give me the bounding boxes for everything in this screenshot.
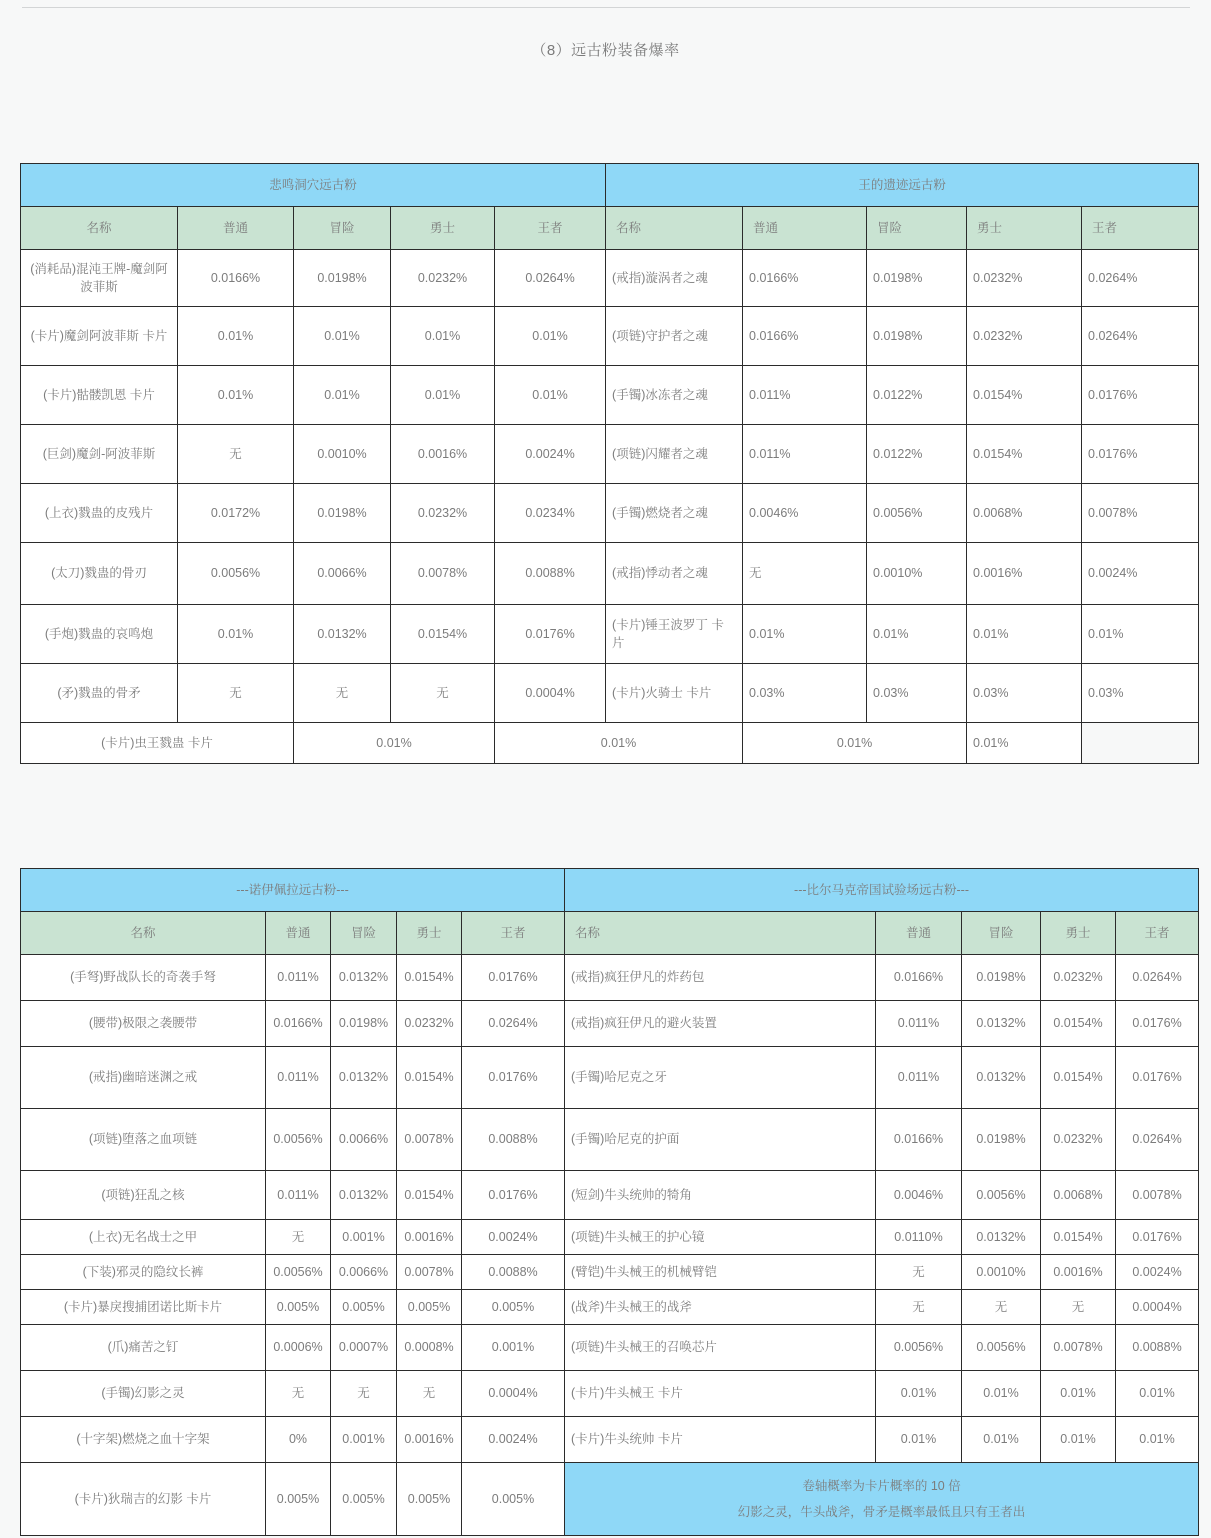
drop-rate-adventure: 0.0132%: [962, 1220, 1041, 1255]
drop-rate-king: 0.0264%: [1082, 307, 1199, 366]
item-name: (卡片)骷髅凯恩 卡片: [21, 366, 178, 425]
item-name: (手镯)哈尼克的护面: [565, 1109, 876, 1171]
item-name: (项链)牛头械王的召唤芯片: [565, 1325, 876, 1371]
drop-rate-normal: 0.01%: [178, 307, 294, 366]
table-row: [21, 307, 1199, 366]
item-name: (太刀)戮蛊的骨刃: [21, 543, 178, 605]
footnote-line-1: 卷轴概率为卡片概率的 10 倍: [802, 1479, 961, 1494]
item-name: (臂铠)牛头械王的机械臂铠: [565, 1255, 876, 1290]
drop-rate-king: 0.01%: [495, 307, 606, 366]
drop-rate-normal: 无: [743, 543, 867, 605]
drop-rate-adventure: 0.0198%: [294, 484, 391, 543]
table-row: [21, 955, 1199, 1001]
drop-rate-king: 0.005%: [462, 1463, 565, 1536]
item-name: (巨剑)魔剑-阿波菲斯: [21, 425, 178, 484]
item-name: (卡片)火骑士 卡片: [606, 664, 743, 723]
col-header-name-left: 名称: [21, 912, 266, 955]
item-name: (卡片)暴戾搜捕团诺比斯卡片: [21, 1290, 266, 1325]
drop-rate-warrior: 0.01%: [391, 307, 495, 366]
drop-rate-normal: 0.0046%: [876, 1171, 962, 1220]
drop-rate-warrior: 无: [391, 664, 495, 723]
drop-rate-normal: 无: [178, 425, 294, 484]
footer-drop-rate-warrior: 0.01%: [743, 723, 967, 764]
drop-rate-king: 0.0176%: [1116, 1220, 1199, 1255]
drop-rate-warrior: 0.0154%: [397, 1047, 462, 1109]
drop-rate-king: 0.0176%: [495, 605, 606, 664]
page-top-divider: [22, 7, 1190, 8]
footer-drop-rate-adventure: 0.01%: [495, 723, 743, 764]
group-header-left: ---诺伊佩拉远古粉---: [21, 869, 565, 912]
col-header-king-left: 王者: [462, 912, 565, 955]
drop-rate-warrior: 0.01%: [1041, 1371, 1116, 1417]
item-name: (戒指)漩涡者之魂: [606, 250, 743, 307]
table-row: [21, 1047, 1199, 1109]
drop-rate-adventure: 0.0010%: [867, 543, 967, 605]
drop-rate-adventure: 0.001%: [331, 1417, 397, 1463]
drop-rate-normal: 0.01%: [876, 1371, 962, 1417]
drop-rate-adventure: 无: [962, 1290, 1041, 1325]
col-header-warrior-left: 勇士: [391, 207, 495, 250]
drop-rate-normal: 0.0056%: [876, 1325, 962, 1371]
drop-rate-adventure: 0.0122%: [867, 425, 967, 484]
col-header-warrior-right: 勇士: [967, 207, 1082, 250]
item-name: (手镯)幻影之灵: [21, 1371, 266, 1417]
drop-rate-normal: 0.0166%: [743, 250, 867, 307]
drop-rate-king: 0.0176%: [462, 1047, 565, 1109]
drop-rate-king: 0.01%: [495, 366, 606, 425]
drop-rate-warrior: 无: [397, 1371, 462, 1417]
drop-rate-king: 0.0088%: [495, 543, 606, 605]
item-name: (矛)戮蛊的骨矛: [21, 664, 178, 723]
drop-rate-normal: 无: [266, 1371, 331, 1417]
drop-rate-adventure: 0.0056%: [962, 1325, 1041, 1371]
col-header-normal-left: 普通: [178, 207, 294, 250]
drop-rate-king: 0.0234%: [495, 484, 606, 543]
drop-rate-king: 0.0264%: [1116, 955, 1199, 1001]
drop-rate-adventure: 0.0198%: [331, 1001, 397, 1047]
table-row: [21, 1290, 1199, 1325]
drop-rate-warrior: 0.005%: [397, 1290, 462, 1325]
table-row: [21, 1109, 1199, 1171]
drop-rate-warrior: 0.01%: [967, 605, 1082, 664]
item-name: (短剑)牛头统帅的犄角: [565, 1171, 876, 1220]
group-header-right: ---比尔马克帝国试验场远古粉---: [565, 869, 1199, 912]
item-name: (腰带)极限之袭腰带: [21, 1001, 266, 1047]
item-name: (卡片)魔剑阿波菲斯 卡片: [21, 307, 178, 366]
drop-rate-warrior: 0.0154%: [967, 366, 1082, 425]
table-row: [21, 1001, 1199, 1047]
table-row: [21, 605, 1199, 664]
table-1-group-header-row: [21, 164, 1199, 207]
table-row: [21, 425, 1199, 484]
drop-rate-adventure: 0.0056%: [962, 1171, 1041, 1220]
item-name: (上衣)戮蛊的皮残片: [21, 484, 178, 543]
drop-rate-warrior: 0.0232%: [391, 250, 495, 307]
drop-rate-normal: 0.0056%: [266, 1109, 331, 1171]
drop-rate-normal: 无: [876, 1255, 962, 1290]
drop-rate-adventure: 0.0056%: [867, 484, 967, 543]
drop-rate-normal: 0.01%: [876, 1417, 962, 1463]
col-header-king-left: 王者: [495, 207, 606, 250]
drop-rate-warrior: 0.005%: [397, 1463, 462, 1536]
drop-rate-warrior: 0.0078%: [397, 1109, 462, 1171]
drop-rate-adventure: 无: [294, 664, 391, 723]
drop-rate-normal: 0.0046%: [743, 484, 867, 543]
drop-rate-normal: 0.011%: [266, 955, 331, 1001]
drop-rate-warrior: 0.01%: [391, 366, 495, 425]
drop-rate-warrior: 0.0078%: [391, 543, 495, 605]
item-name: (项链)狂乱之核: [21, 1171, 266, 1220]
drop-rate-warrior: 0.01%: [1041, 1417, 1116, 1463]
drop-rate-warrior: 无: [1041, 1290, 1116, 1325]
item-name: (项链)牛头械王的护心镜: [565, 1220, 876, 1255]
drop-rate-adventure: 0.001%: [331, 1220, 397, 1255]
item-name: (手镯)燃烧者之魂: [606, 484, 743, 543]
drop-rate-king: 0.0176%: [1082, 366, 1199, 425]
item-name: (战斧)牛头械王的战斧: [565, 1290, 876, 1325]
item-name: (卡片)狄瑞吉的幻影 卡片: [21, 1463, 266, 1536]
drop-rate-warrior: 0.0016%: [967, 543, 1082, 605]
item-name: (爪)痛苦之钉: [21, 1325, 266, 1371]
drop-rate-king: 0.0264%: [1116, 1109, 1199, 1171]
drop-rate-warrior: 0.0232%: [1041, 955, 1116, 1001]
drop-rate-adventure: 0.0198%: [867, 307, 967, 366]
table-2-column-header-row: [21, 912, 1199, 955]
table-row: [21, 1220, 1199, 1255]
item-name: (手镯)冰冻者之魂: [606, 366, 743, 425]
drop-rate-adventure: 0.0007%: [331, 1325, 397, 1371]
drop-rate-normal: 0.011%: [743, 366, 867, 425]
footer-item-name: (卡片)虫王戮蛊 卡片: [21, 723, 294, 764]
drop-rate-warrior: 0.0016%: [397, 1417, 462, 1463]
table-2-group-header-row: [21, 869, 1199, 912]
drop-rate-adventure: 0.01%: [962, 1417, 1041, 1463]
drop-rate-normal: 0.01%: [743, 605, 867, 664]
drop-rate-king: 0.005%: [462, 1290, 565, 1325]
table-row: [21, 664, 1199, 723]
drop-rate-warrior: 0.0232%: [397, 1001, 462, 1047]
page-title: （8）远古粉装备爆率: [531, 42, 680, 59]
item-name: (卡片)锤王波罗丁 卡片: [606, 605, 743, 664]
drop-rate-adventure: 0.0122%: [867, 366, 967, 425]
drop-rate-warrior: 0.0154%: [397, 955, 462, 1001]
item-name: (项链)守护者之魂: [606, 307, 743, 366]
drop-rate-warrior: 0.0232%: [391, 484, 495, 543]
drop-rate-adventure: 0.0132%: [331, 1047, 397, 1109]
drop-rate-normal: 0.03%: [743, 664, 867, 723]
item-name: (项链)闪耀者之魂: [606, 425, 743, 484]
drop-rate-adventure: 0.0132%: [331, 955, 397, 1001]
drop-rate-adventure: 无: [331, 1371, 397, 1417]
table-row: [21, 250, 1199, 307]
drop-rate-king: 0.01%: [1116, 1417, 1199, 1463]
drop-rate-king: 0.0176%: [1116, 1001, 1199, 1047]
footer-drop-rate-king: 0.01%: [967, 723, 1082, 764]
item-name: (上衣)无名战士之甲: [21, 1220, 266, 1255]
drop-rate-adventure: 0.0066%: [331, 1109, 397, 1171]
drop-rate-king: 0.0176%: [462, 955, 565, 1001]
drop-rate-normal: 0.0166%: [266, 1001, 331, 1047]
drop-rate-king: 0.0024%: [1116, 1255, 1199, 1290]
drop-rate-normal: 0.0110%: [876, 1220, 962, 1255]
drop-rate-adventure: 0.03%: [867, 664, 967, 723]
drop-rate-normal: 无: [178, 664, 294, 723]
item-name: (下装)邪灵的隐纹长裤: [21, 1255, 266, 1290]
col-header-king-right: 王者: [1082, 207, 1199, 250]
drop-rate-warrior: 0.0232%: [967, 307, 1082, 366]
drop-rate-adventure: 0.0198%: [962, 1109, 1041, 1171]
footnote-box: [565, 1463, 1199, 1536]
table-row: [21, 1325, 1199, 1371]
col-header-normal-right: 普通: [876, 912, 962, 955]
drop-rate-adventure: 0.01%: [867, 605, 967, 664]
col-header-warrior-left: 勇士: [397, 912, 462, 955]
table-2-body: [21, 869, 1199, 1536]
drop-rate-king: 0.0024%: [462, 1417, 565, 1463]
table-row: [21, 543, 1199, 605]
drop-rate-warrior: 0.0008%: [397, 1325, 462, 1371]
col-header-warrior-right: 勇士: [1041, 912, 1116, 955]
drop-rate-warrior: 0.0016%: [397, 1220, 462, 1255]
col-header-king-right: 王者: [1116, 912, 1199, 955]
col-header-adventure-right: 冒险: [867, 207, 967, 250]
drop-rate-king: 0.0176%: [1116, 1047, 1199, 1109]
drop-rate-adventure: 0.0066%: [331, 1255, 397, 1290]
col-header-normal-left: 普通: [266, 912, 331, 955]
drop-rate-warrior: 0.0232%: [967, 250, 1082, 307]
drop-rate-adventure: 0.0198%: [867, 250, 967, 307]
drop-rate-normal: 0.0056%: [178, 543, 294, 605]
drop-rate-normal: 0.011%: [266, 1171, 331, 1220]
drop-rate-king: 0.03%: [1082, 664, 1199, 723]
drop-rate-adventure: 0.0132%: [962, 1047, 1041, 1109]
footnote-line-2: 幻影之灵，牛头战斧，骨矛是概率最低且只有王者出: [737, 1504, 1026, 1519]
table-row: [21, 1255, 1199, 1290]
drop-rate-king: 0.0176%: [462, 1171, 565, 1220]
drop-rate-adventure: 0.0132%: [294, 605, 391, 664]
drop-rate-king: 0.0264%: [495, 250, 606, 307]
drop-rate-adventure: 0.0132%: [962, 1001, 1041, 1047]
item-name: (卡片)牛头械王 卡片: [565, 1371, 876, 1417]
drop-rate-warrior: 0.0154%: [1041, 1047, 1116, 1109]
drop-rate-warrior: 0.0016%: [1041, 1255, 1116, 1290]
drop-rate-normal: 0.01%: [178, 366, 294, 425]
table-row: [21, 366, 1199, 425]
drop-rate-normal: 无: [876, 1290, 962, 1325]
item-name: (戒指)疯狂伊凡的炸药包: [565, 955, 876, 1001]
col-header-adventure-left: 冒险: [331, 912, 397, 955]
item-name: (卡片)牛头统帅 卡片: [565, 1417, 876, 1463]
item-name: (消耗品)混沌王牌-魔剑阿波菲斯: [21, 250, 178, 307]
drop-rate-warrior: 0.0154%: [397, 1171, 462, 1220]
drop-rate-adventure: 0.0010%: [294, 425, 391, 484]
table-row: [21, 1371, 1199, 1417]
drop-rate-normal: 无: [266, 1220, 331, 1255]
drop-rate-adventure: 0.01%: [294, 307, 391, 366]
drop-rate-warrior: 0.0154%: [1041, 1001, 1116, 1047]
drop-rate-normal: 0.005%: [266, 1463, 331, 1536]
drop-rate-warrior: 0.0154%: [967, 425, 1082, 484]
drop-rate-king: 0.0176%: [1082, 425, 1199, 484]
table-2-last-row: [21, 1463, 1199, 1536]
item-name: (戒指)疯狂伊凡的避火装置: [565, 1001, 876, 1047]
group-header-left: 悲鸣洞穴远古粉: [21, 164, 606, 207]
item-name: (戒指)悸动者之魂: [606, 543, 743, 605]
drop-rate-adventure: 0.0066%: [294, 543, 391, 605]
drop-rate-adventure: 0.0132%: [331, 1171, 397, 1220]
drop-rate-king: 0.0078%: [1082, 484, 1199, 543]
item-name: (手弩)野战队长的奇袭手弩: [21, 955, 266, 1001]
table-1-body: [21, 164, 1199, 764]
drop-rate-adventure: 0.005%: [331, 1463, 397, 1536]
drop-rate-king: 0.01%: [1082, 605, 1199, 664]
ancient-drop-rate-table-1: [20, 163, 1199, 764]
drop-rate-normal: 0.0172%: [178, 484, 294, 543]
drop-rate-king: 0.0024%: [1082, 543, 1199, 605]
drop-rate-king: 0.0004%: [462, 1371, 565, 1417]
drop-rate-normal: 0.011%: [266, 1047, 331, 1109]
drop-rate-king: 0.0004%: [495, 664, 606, 723]
drop-rate-king: 0.01%: [1116, 1371, 1199, 1417]
table-1-footer-row: [21, 723, 1199, 764]
drop-rate-king: 0.0024%: [495, 425, 606, 484]
item-name: (项链)堕落之血项链: [21, 1109, 266, 1171]
drop-rate-normal: 0.0166%: [178, 250, 294, 307]
drop-rate-king: 0.0264%: [462, 1001, 565, 1047]
item-name: (戒指)幽暗迷渊之戒: [21, 1047, 266, 1109]
drop-rate-adventure: 0.0198%: [962, 955, 1041, 1001]
drop-rate-king: 0.0004%: [1116, 1290, 1199, 1325]
drop-rate-king: 0.0024%: [462, 1220, 565, 1255]
drop-rate-normal: 0.005%: [266, 1290, 331, 1325]
drop-rate-normal: 0.011%: [876, 1047, 962, 1109]
item-name: (十字架)燃烧之血十字架: [21, 1417, 266, 1463]
ancient-drop-rate-table-2: [20, 868, 1199, 1536]
col-header-normal-right: 普通: [743, 207, 867, 250]
footer-empty-cell: [1082, 723, 1199, 764]
col-header-adventure-left: 冒险: [294, 207, 391, 250]
drop-rate-warrior: 0.0068%: [1041, 1171, 1116, 1220]
drop-rate-normal: 0.011%: [876, 1001, 962, 1047]
col-header-adventure-right: 冒险: [962, 912, 1041, 955]
drop-rate-warrior: 0.0078%: [397, 1255, 462, 1290]
drop-rate-normal: 0.01%: [178, 605, 294, 664]
drop-rate-warrior: 0.0068%: [967, 484, 1082, 543]
drop-rate-adventure: 0.0198%: [294, 250, 391, 307]
drop-rate-normal: 0.0166%: [743, 307, 867, 366]
drop-rate-warrior: 0.0232%: [1041, 1109, 1116, 1171]
col-header-name-left: 名称: [21, 207, 178, 250]
drop-rate-adventure: 0.01%: [962, 1371, 1041, 1417]
group-header-right: 王的遗迹远古粉: [606, 164, 1199, 207]
drop-rate-adventure: 0.01%: [294, 366, 391, 425]
drop-rate-adventure: 0.005%: [331, 1290, 397, 1325]
drop-rate-normal: 0.0006%: [266, 1325, 331, 1371]
footer-drop-rate-normal: 0.01%: [294, 723, 495, 764]
drop-rate-king: 0.0088%: [1116, 1325, 1199, 1371]
drop-rate-warrior: 0.0154%: [391, 605, 495, 664]
drop-rate-normal: 0.0056%: [266, 1255, 331, 1290]
drop-rate-warrior: 0.03%: [967, 664, 1082, 723]
drop-rate-warrior: 0.0154%: [1041, 1220, 1116, 1255]
drop-rate-warrior: 0.0016%: [391, 425, 495, 484]
drop-rate-normal: 0.0166%: [876, 955, 962, 1001]
table-1-column-header-row: [21, 207, 1199, 250]
drop-rate-warrior: 0.0078%: [1041, 1325, 1116, 1371]
table-row: [21, 1417, 1199, 1463]
table-row: [21, 484, 1199, 543]
drop-rate-adventure: 0.0010%: [962, 1255, 1041, 1290]
col-header-name-right: 名称: [565, 912, 876, 955]
table-row: [21, 1171, 1199, 1220]
drop-rate-normal: 0%: [266, 1417, 331, 1463]
drop-rate-normal: 0.0166%: [876, 1109, 962, 1171]
drop-rate-normal: 0.011%: [743, 425, 867, 484]
drop-rate-king: 0.0088%: [462, 1255, 565, 1290]
drop-rate-king: 0.001%: [462, 1325, 565, 1371]
col-header-name-right: 名称: [606, 207, 743, 250]
item-name: (手炮)戮蛊的哀鸣炮: [21, 605, 178, 664]
drop-rate-king: 0.0264%: [1082, 250, 1199, 307]
drop-rate-king: 0.0088%: [462, 1109, 565, 1171]
item-name: (手镯)哈尼克之牙: [565, 1047, 876, 1109]
drop-rate-king: 0.0078%: [1116, 1171, 1199, 1220]
